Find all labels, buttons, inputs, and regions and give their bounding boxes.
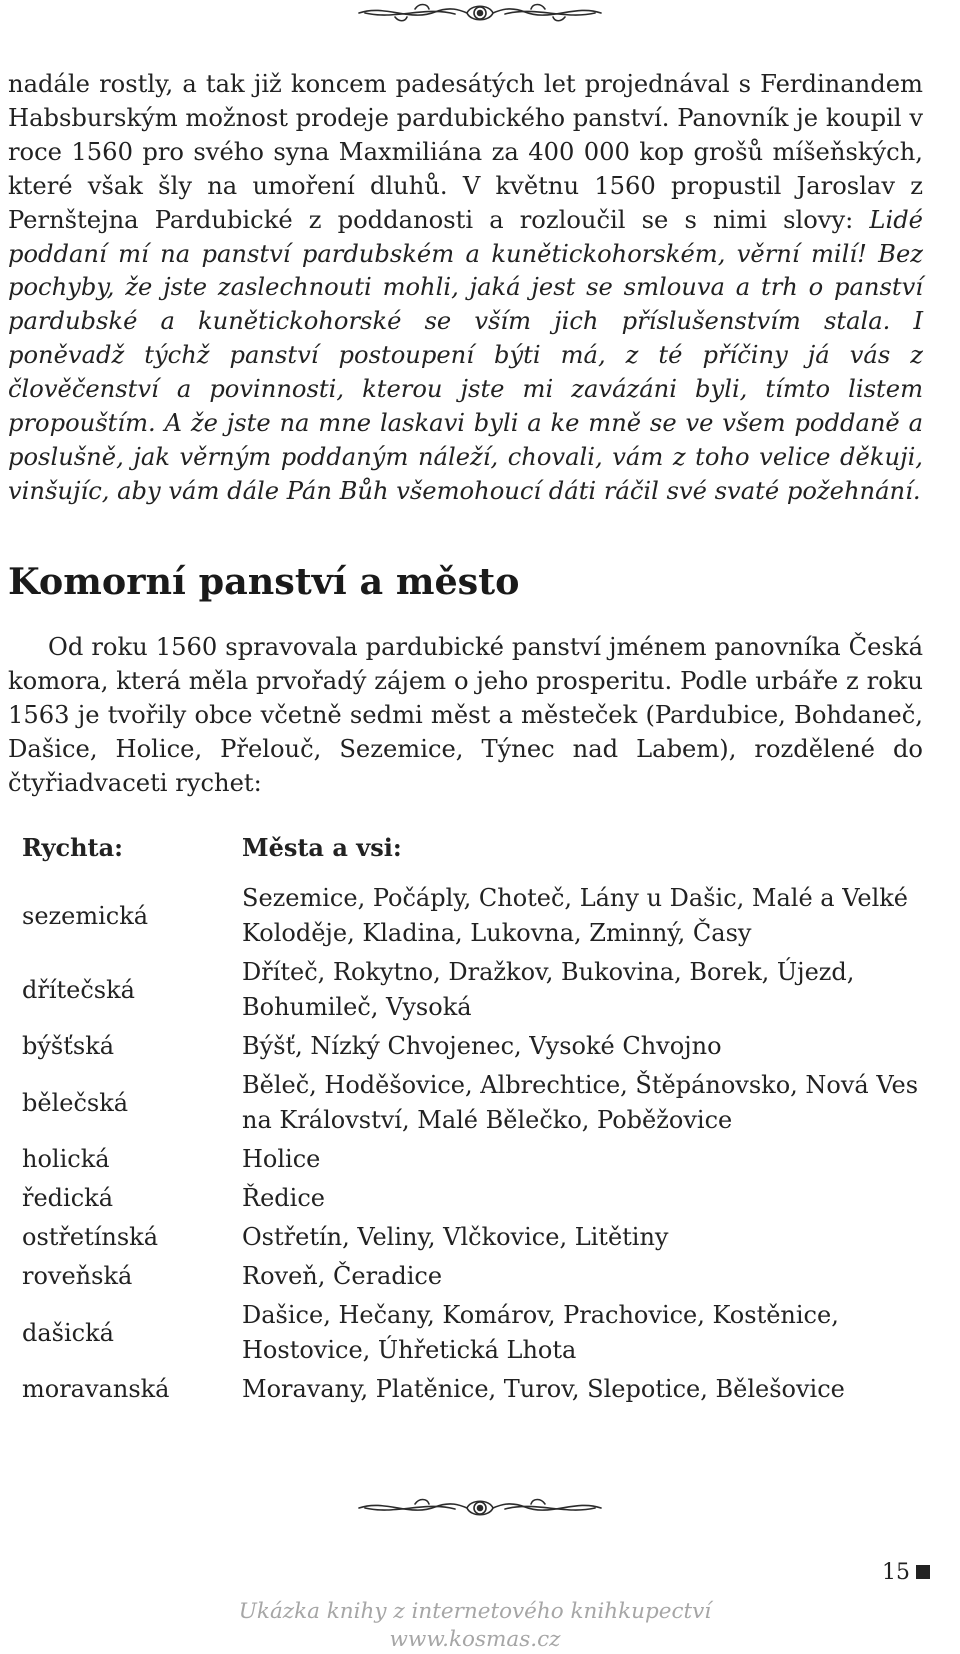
table-row bbox=[14, 1066, 919, 1140]
rychta-name: roveňská bbox=[22, 1262, 133, 1290]
rychta-name: moravanská bbox=[22, 1375, 170, 1403]
rychta-places: Holice bbox=[242, 1145, 321, 1173]
rychta-places: Ostřetín, Veliny, Vlčkovice, Litětiny bbox=[242, 1223, 669, 1251]
header-rychta: Rychta: bbox=[22, 833, 124, 862]
paragraph-section: Od roku 1560 spravovala pardubické panství jménem panovníka Česká komora, která měla prvořadý zájem o jeho prosperitu. Podle urbáře z roku 1563 je tvořily obce včetně sedmi měst a městeček (Pardubice, Bohdaneč, Dašice, Holice, Přelouč, Sezemice, Týnec nad Labem), rozdělené do čtyřiadvaceti rychet: bbox=[8, 633, 923, 797]
rychta-places: Sezemice, Počáply, Choteč, Lány u Dašic, Malé a Velké Koloděje, Kladina, Lukovna, Zminný, Časy bbox=[242, 884, 908, 947]
rychta-places: Dašice, Hečany, Komárov, Prachovice, Kostěnice, Hostovice, Úhřetická Lhota bbox=[242, 1301, 839, 1364]
rychta-name: dašická bbox=[22, 1318, 114, 1347]
section-heading: Komorní panství a město bbox=[8, 560, 520, 603]
table-row bbox=[14, 1370, 919, 1409]
table-row bbox=[14, 1179, 919, 1218]
rychta-name: holická bbox=[22, 1145, 110, 1173]
header-mesta: Města a vsi: bbox=[242, 833, 402, 862]
rychta-table bbox=[14, 830, 919, 1409]
table-row bbox=[14, 1218, 919, 1257]
rychta-places: Běleč, Hoděšovice, Albrechtice, Štěpánovsko, Nová Ves na Království, Malé Bělečko, Poběžovice bbox=[242, 1071, 919, 1134]
rychta-places: Ředice bbox=[242, 1184, 325, 1212]
table-header-row bbox=[14, 830, 919, 879]
rychta-name: ředická bbox=[22, 1184, 114, 1212]
paragraph-intro-quote: Lidé poddaní mí na panství pardubském a kunětickohorském, věrní milí! Bez pochyby, že jste zaslechnouti mohli, jaká jest se smlouva a trh o panství pardubské a kunětickohorské se vším jich příslušenstvím stala. I poněvadž týchž panství postoupení býti má, z té příčiny já vás z člověčenství a povinnosti, kterou jste mi zavázáni byli, tímto listem propouštím. A že jste na mne laskavi byli a ke mně se ve všem poddaně a poslušně, jak věrným poddaným náleží, chovali, vám z toho velice děkuji, vinšujíc, aby vám dále Pán Bůh všemohoucí dáti ráčil své svaté požehnání. bbox=[8, 205, 923, 505]
rychta-places: Býšť, Nízký Chvojenec, Vysoké Chvojno bbox=[242, 1032, 722, 1060]
rychta-name: dřítečská bbox=[22, 975, 135, 1004]
bottom-ornament bbox=[355, 1495, 605, 1521]
table-row bbox=[14, 1296, 919, 1370]
rychta-places: Moravany, Platěnice, Turov, Slepotice, Bělešovice bbox=[242, 1375, 845, 1403]
page-number-text: 15 bbox=[882, 1560, 910, 1585]
table-row bbox=[14, 1027, 919, 1066]
rychta-places: Dříteč, Rokytno, Dražkov, Bukovina, Borek, Újezd, Bohumileč, Vysoká bbox=[242, 958, 855, 1021]
rychta-name: býšťská bbox=[22, 1032, 115, 1060]
page-number bbox=[882, 1560, 930, 1586]
paragraph-intro-regular: nadále rostly, a tak již koncem padesátých let projednával s Ferdinandem Habsburským možnost prodeje pardubického panství. Panovník je koupil v roce 1560 pro svého syna Maxmiliána za 400 000 kop grošů míšeňských, které však šly na umoření dluhů. V květnu 1560 propustil Jaroslav z Pernštejna Pardubické z poddanosti a rozloučil se s nimi slovy: bbox=[8, 70, 923, 234]
rychta-name: sezemická bbox=[22, 901, 149, 930]
top-ornament bbox=[355, 0, 605, 26]
rychta-name: bělečská bbox=[22, 1088, 129, 1117]
table-row bbox=[14, 1140, 919, 1179]
footer-watermark: Ukázka knihy z internetového knihkupectví www.kosmas.cz bbox=[238, 1599, 712, 1652]
square-icon bbox=[916, 1565, 930, 1579]
table-row bbox=[14, 1257, 919, 1296]
rychta-name: ostřetínská bbox=[22, 1223, 159, 1251]
rychta-places: Roveň, Čeradice bbox=[242, 1262, 443, 1290]
table-row bbox=[14, 879, 919, 953]
table-row bbox=[14, 953, 919, 1027]
paragraph-intro bbox=[8, 68, 923, 509]
